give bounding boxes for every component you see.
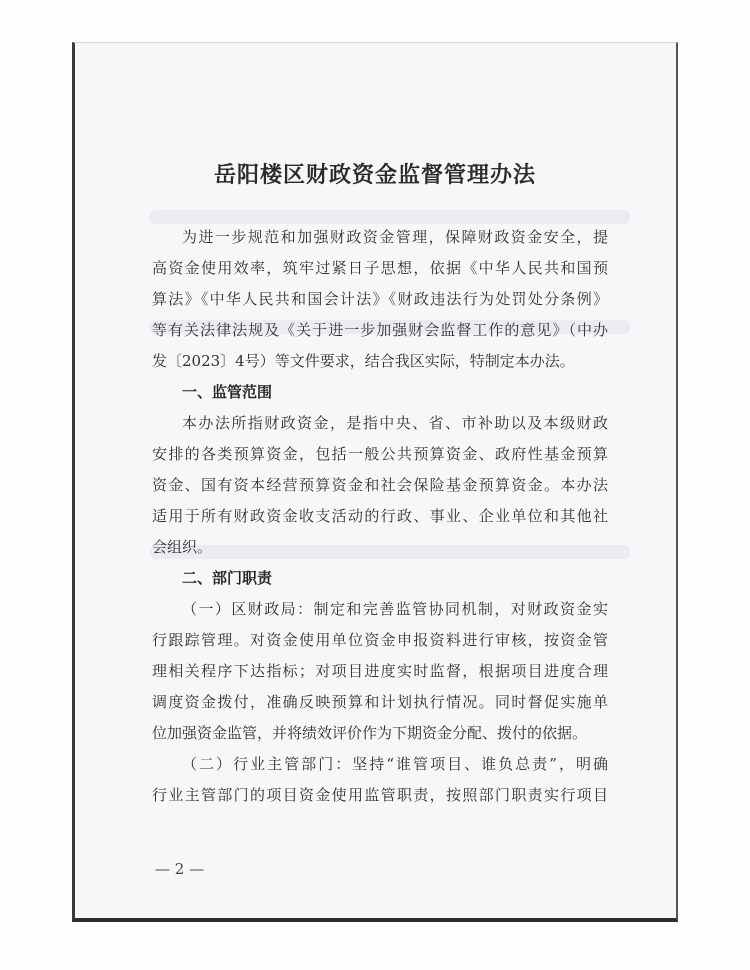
- scope-line: 本办法所指财政资金，是指中央、省、市补助以及本级财政: [182, 414, 608, 432]
- scope-line: 会组织。: [152, 538, 213, 556]
- intro-line: 为进一步规范和加强财政资金管理，保障财政资金安全，提: [182, 228, 608, 246]
- intro-line: 等有关法律法规及《关于进一步加强财会监督工作的意见》（中办: [152, 321, 608, 339]
- duties-line: （二）行业主管部门：坚持“谁管项目、谁负总责”，明确: [182, 755, 608, 773]
- document-title: 岳阳楼区财政资金监督管理办法: [213, 162, 536, 188]
- scope-line: 安排的各类预算资金，包括一般公共预算资金、政府性基金预算: [152, 445, 608, 463]
- section-heading-scope: 一、监管范围: [182, 383, 273, 401]
- intro-line: 发〔2023〕4号）等文件要求，结合我区实际，特制定本办法。: [152, 352, 575, 370]
- page-number: — 2 —: [155, 860, 205, 878]
- duties-line: 调度资金拨付，准确反映预算和计划执行情况。同时督促实施单: [152, 693, 608, 711]
- document-body: [152, 222, 608, 811]
- intro-line: 算法》《中华人民共和国会计法》《财政违法行为处罚处分条例》: [152, 290, 608, 308]
- section-heading-duties: 二、部门职责: [182, 569, 273, 587]
- duties-line: 行业主管部门的项目资金使用监管职责，按照部门职责实行项目: [152, 786, 608, 804]
- intro-line: 高资金使用效率，筑牢过紧日子思想，依据《中华人民共和国预: [152, 259, 608, 277]
- duties-line: 行跟踪管理。对资金使用单位资金申报资料进行审核，按资金管: [152, 631, 608, 649]
- duties-line: 位加强资金监管，并将绩效评价作为下期资金分配、拨付的依据。: [152, 724, 588, 742]
- scope-line: 适用于所有财政资金收支活动的行政、事业、企业单位和其他社: [152, 507, 608, 525]
- duties-line: 理相关程序下达指标；对项目进度实时监督，根据项目进度合理: [152, 662, 608, 680]
- duties-line: （一）区财政局：制定和完善监管协同机制，对财政资金实: [182, 600, 608, 618]
- scope-line: 资金、国有资本经营预算资金和社会保险基金预算资金。本办法: [152, 476, 608, 494]
